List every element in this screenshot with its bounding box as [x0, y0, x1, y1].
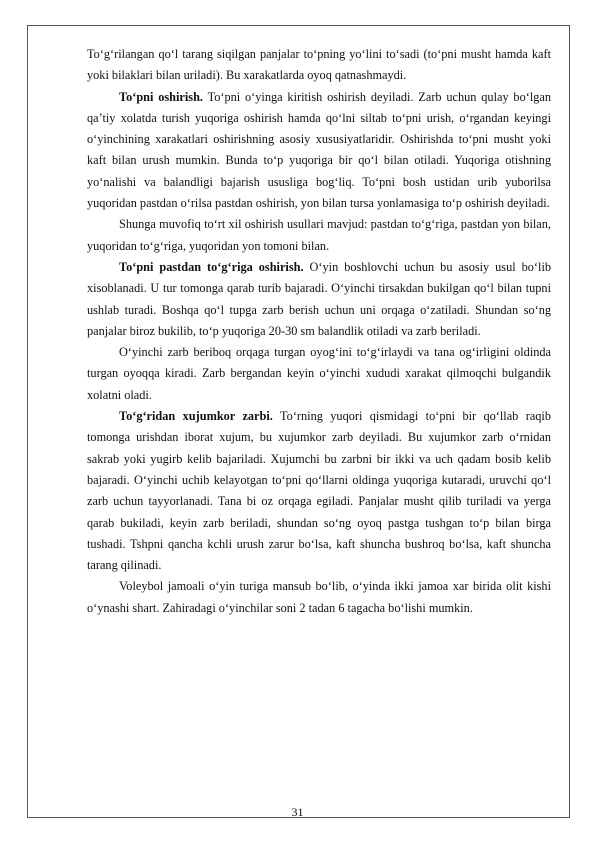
- paragraph: [87, 87, 551, 215]
- paragraph: [87, 44, 551, 87]
- paragraph: [87, 576, 551, 619]
- paragraph: [87, 257, 551, 342]
- paragraph-text: To‘rning yuqori qismidagi to‘pni bir qo‘llab raqib tomonga urishdan iborat xujum, bu xujumkor zarb deyiladi. Bu xujumkor zarb o‘rnidan sakrab yoki yugirb kelib bajariladi. Xujumchi bu zarbni bir ikki va uch qadam bosib kelib bajaradi. O‘yinchi uchib kelayotgan to‘pni qo‘llarni oldinga yuqoriga kutaradi, uruvchi qo‘l zarb uchun tayyorlanadi. Tana bi oz orqaga egiladi. Panjalar musht qilib turiladi va yerga qarab bukiladi, keyin zarb beriladi, shundan so‘ng oyoq pastga tushgan to‘p bilan birga tushadi. Tshpni qancha kchli urush zarur bo‘lsa, kaft shuncha bushroq bo‘lsa, kaft shuncha tarang qilinadi.: [87, 409, 551, 573]
- paragraph-text: To‘pni o‘yinga kiritish oshirish deyiladi. Zarb uchun qulay bo‘lgan qa’tiy xolatda turish yuqoriga oshirish hamda qo‘lni siltab to‘pni urish, o‘rgandan keyingi o‘yinchining xarakatlari oshirishning asosiy xususiyatlaridir. Oshirishda to‘pni musht yoki kaft bilan urush mumkin. Bunda to‘p yuqoriga bir qo‘l bilan otiladi. Yuqoriga otishning yo‘nalishi va balandligi bajarish ususliga bog‘liq. To‘pni bosh ustidan urib yuborilsa yuqoridan pastdan o‘rilsa pastdan oshirish, yon bilan tursa yonlamasiga to‘p oshirish deyiladi.: [87, 89, 551, 211]
- paragraph: [87, 214, 551, 257]
- document-body: [87, 44, 551, 619]
- page-number: 31: [291, 805, 304, 819]
- paragraph: [87, 342, 551, 406]
- paragraph: [87, 406, 551, 576]
- paragraph-text: Voleybol jamoali o‘yin turiga mansub bo‘lib, o‘yinda ikki jamoa xar birida olit kishi o‘ynashi shart. Zahiradagi o‘yinchilar soni 2 tadan 6 tagacha bo‘lishi mumkin.: [87, 579, 551, 615]
- paragraph-heading: To‘pni pastdan to‘g‘riga oshirish.: [119, 259, 304, 274]
- paragraph-text: O‘yinchi zarb beriboq orqaga turgan oyog‘ini to‘g‘irlaydi va tana og‘irligini oldinda turgan oyoqqa kiradi. Zarb bergandan keyin o‘yinchi xududi xarakat qilmoqchi bulgandik xolatni oladi.: [87, 345, 551, 402]
- paragraph-text: O‘yin boshlovchi uchun bu asosiy usul bo‘lib xisoblanadi. U tur tomonga qarab turib bajaradi. O‘yinchi tirsakdan bukilgan qo‘l bilan tupni ushlab turadi. Boshqa qo‘l tupga zarb berish uchun uni orqaga o‘zatiladi. Shundan so‘ng panjalar biroz bukilib, to‘p yuqoriga 20-30 sm balandlik otiladi va zarb beriladi.: [87, 259, 552, 338]
- paragraph-text: Shunga muvofiq to‘rt xil oshirish usullari mavjud: pastdan to‘g‘riga, pastdan yon bilan, yuqoridan to‘g‘riga, yuqoridan yon tomoni bilan.: [87, 217, 551, 253]
- paragraph-heading: To‘pni oshirish.: [119, 89, 203, 104]
- paragraph-heading: To‘g‘ridan xujumkor zarbi.: [119, 409, 273, 424]
- paragraph-text: To‘g‘rilangan qo‘l tarang siqilgan panjalar to‘pning yo‘lini to‘sadi (to‘pni musht hamda kaft yoki bilaklari bilan uriladi). Bu xarakatlarda oyoq qatnashmaydi.: [87, 47, 551, 83]
